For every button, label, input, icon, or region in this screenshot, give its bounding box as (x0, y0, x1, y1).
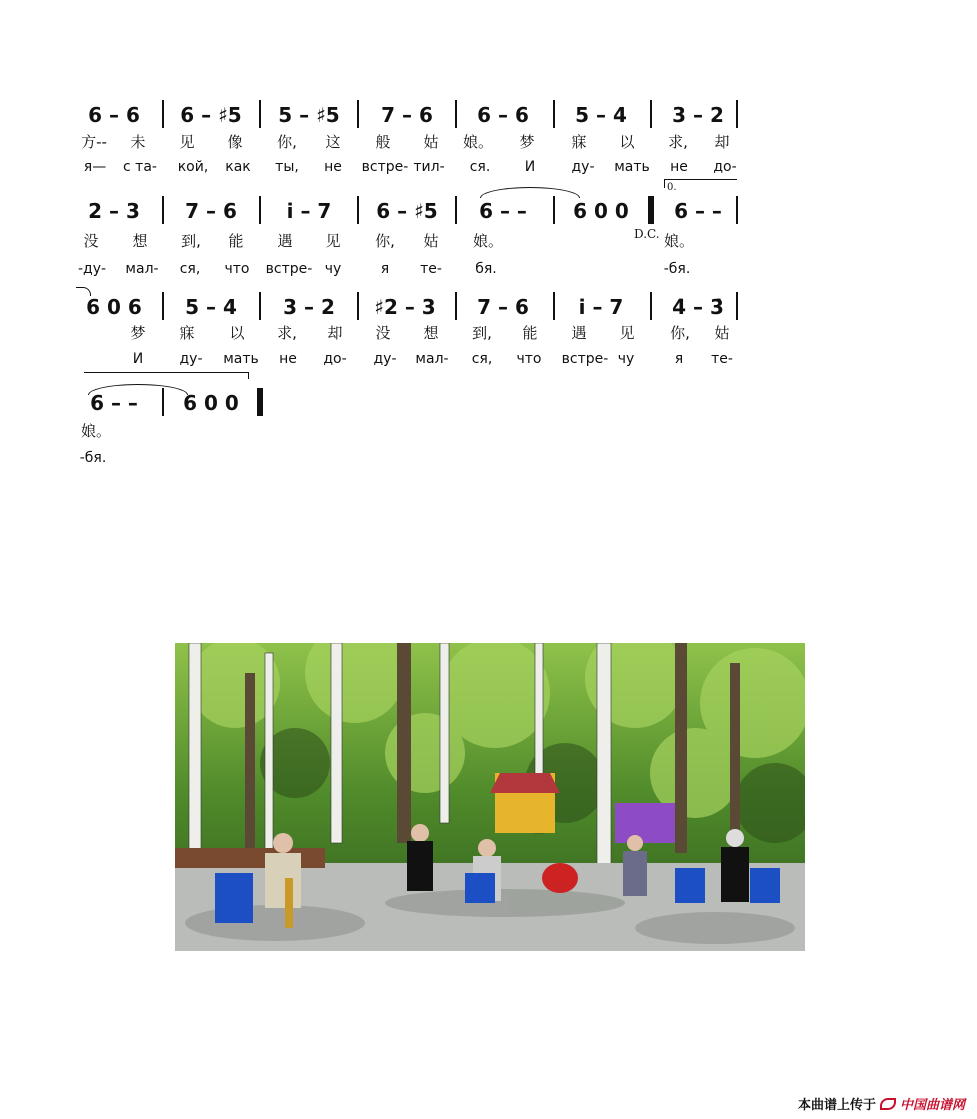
barline (553, 100, 555, 128)
lyric: 娘。 (80, 422, 112, 440)
lyric: 你, (277, 133, 297, 151)
lyrics-ru-row-1 (0, 158, 977, 178)
measure: 6 – – (479, 199, 527, 223)
lyric: не (279, 351, 297, 367)
lyric: ся. (469, 159, 491, 175)
measure: 6 0 0 (183, 391, 239, 415)
barline (736, 292, 738, 320)
barline (455, 100, 457, 128)
barline (357, 196, 359, 224)
barline (357, 100, 359, 128)
lyric: 姑 (423, 133, 439, 151)
measure: 6 – ♯5 (376, 199, 438, 223)
lyric: те- (420, 261, 442, 277)
lyric: мать (614, 159, 650, 175)
measure: 3 – 2 (283, 295, 335, 319)
lyrics-cn-row-2 (0, 232, 977, 252)
lyrics-cn-row-1 (0, 133, 977, 153)
measure: i̇ – 7 (578, 295, 624, 319)
measure: 7 – 6 (477, 295, 529, 319)
barline (650, 100, 652, 128)
lyric: 遇 (277, 232, 293, 250)
lyric: 求, (668, 133, 688, 151)
lyric: я— (83, 159, 107, 175)
lyric: ду- (373, 351, 397, 367)
lyric: что (516, 351, 542, 367)
lyric: чу (617, 351, 635, 367)
lyric: кой, (177, 159, 209, 175)
lyric: встре- (561, 351, 609, 367)
lyric: И (132, 351, 144, 367)
lyric: 遇 (571, 324, 587, 342)
lyric: 却 (714, 133, 730, 151)
lyric: 见 (325, 232, 341, 250)
lyric: я (674, 351, 684, 367)
barline (553, 196, 555, 224)
lyric: не (670, 159, 688, 175)
measure: 3 – 2 (672, 103, 724, 127)
barline (736, 196, 738, 224)
score-row-4 (0, 391, 977, 421)
lyric: как (225, 159, 251, 175)
lyric: 你, (670, 324, 690, 342)
barline (455, 292, 457, 320)
barline (162, 292, 164, 320)
lyric: ты, (275, 159, 299, 175)
lyrics-ru-row-2 (0, 260, 977, 280)
lyric: те- (711, 351, 733, 367)
score-row-1 (0, 103, 977, 133)
barline (736, 100, 738, 128)
lyric: до- (713, 159, 737, 175)
barline (259, 196, 261, 224)
measure: 5 – ♯5 (278, 103, 340, 127)
lyric: 这 (325, 133, 341, 151)
measure: 7 – 6 (185, 199, 237, 223)
barline (162, 196, 164, 224)
lyrics-ru-row-3 (0, 350, 977, 370)
lyric: мал- (125, 261, 159, 277)
lyric: 能 (228, 232, 244, 250)
lyric: -бя. (79, 450, 107, 466)
lyric: мал- (415, 351, 449, 367)
barline (455, 196, 457, 224)
barline (650, 292, 652, 320)
lyric: я (380, 261, 390, 277)
lyric: 想 (132, 232, 148, 250)
lyric: 般 (375, 133, 391, 151)
footer-attribution (798, 1094, 965, 1113)
lyric: 到, (472, 324, 492, 342)
lyric: 见 (179, 133, 195, 151)
measure: 4̇ – 3̇ (672, 295, 724, 319)
lyric: 到, (181, 232, 201, 250)
repeat-barline (648, 196, 654, 224)
lyric: до- (323, 351, 347, 367)
lyric: 没 (375, 324, 391, 342)
measure: 7 – 6 (381, 103, 433, 127)
lyric: 姑 (714, 324, 730, 342)
lyric: 方-- (81, 133, 107, 151)
lyric: 娘。 (472, 232, 504, 250)
lyric: 梦 (130, 324, 146, 342)
measure: 6 – – (674, 199, 722, 223)
band-photo (175, 643, 805, 951)
lyric: 能 (522, 324, 538, 342)
lyric: 求, (277, 324, 297, 342)
site-logo-text[interactable]: 中国曲谱网 (899, 1098, 965, 1113)
lyric: 未 (130, 133, 146, 151)
lyric: что (224, 261, 250, 277)
barline (553, 292, 555, 320)
volta-label: 0. (667, 182, 677, 193)
lyric: 娘。 (462, 133, 494, 151)
lyric: чу (324, 261, 342, 277)
lyric: 姑 (423, 232, 439, 250)
measure: 2 – 3 (88, 199, 140, 223)
lyrics-cn-row-3 (0, 324, 977, 344)
measure: ♯2 – 3 (374, 295, 436, 319)
measure: 5 – 4 (575, 103, 627, 127)
lyric: не (324, 159, 342, 175)
lyric: 以 (619, 133, 635, 151)
lyric: ся, (471, 351, 493, 367)
lyric: 以 (229, 324, 245, 342)
measure: 6 0 0 (573, 199, 629, 223)
lyric: встре- (265, 261, 313, 277)
measure: 6 0 6 (86, 295, 142, 319)
lyrics-ru-row-4 (0, 449, 977, 469)
barline (259, 100, 261, 128)
lyric: 寐 (571, 133, 587, 151)
lyric: ду- (179, 351, 203, 367)
score-row-2 (0, 199, 977, 229)
footer-text: 本曲谱上传于 (797, 1098, 876, 1113)
lyric: тил- (413, 159, 445, 175)
lyric: с та- (123, 159, 157, 175)
barline (259, 292, 261, 320)
lyric: ся, (179, 261, 201, 277)
barline (162, 100, 164, 128)
score-row-3 (0, 295, 977, 325)
lyric: бя. (475, 261, 497, 277)
measure: 6 – 6 (477, 103, 529, 127)
phrase-bracket (84, 372, 249, 379)
numbered-score (0, 0, 977, 480)
lyric: 娘。 (663, 232, 695, 250)
measure: i̇ – 7 (286, 199, 332, 223)
barline (357, 292, 359, 320)
site-logo-icon (880, 1098, 896, 1110)
lyric: 像 (227, 133, 243, 151)
lyric: ду- (571, 159, 595, 175)
lyric: 见 (619, 324, 635, 342)
measure: 6 – ♯5 (180, 103, 242, 127)
final-barline (257, 388, 263, 416)
lyric: встре- (361, 159, 409, 175)
tie (480, 187, 580, 198)
lyric: 寐 (179, 324, 195, 342)
lyric: -ду- (77, 261, 107, 277)
lyric: 没 (83, 232, 99, 250)
da-capo-mark: D.C. (634, 227, 660, 241)
lyric: мать (223, 351, 259, 367)
measure: 6 – 6 (88, 103, 140, 127)
lyric: 你, (375, 232, 395, 250)
lyric: -бя. (663, 261, 691, 277)
lyric: 想 (423, 324, 439, 342)
lyric: 梦 (519, 133, 535, 151)
lyrics-cn-row-4 (0, 422, 977, 442)
lyric: 却 (327, 324, 343, 342)
barline (162, 388, 164, 416)
measure: 6 – – (90, 391, 138, 415)
lyric: И (524, 159, 536, 175)
measure: 5 – 4 (185, 295, 237, 319)
